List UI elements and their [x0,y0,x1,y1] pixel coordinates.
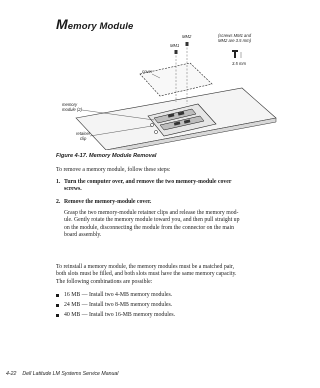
screw-detail-shaft [234,52,236,58]
list-item [56,312,252,322]
reinstall-paragraph [56,264,252,286]
combination-list [56,292,252,322]
step-body-line: Grasp the two memory-module retainer clips and release the memory mod- [64,210,239,216]
list-item [56,302,252,312]
label-retainer-1: retainer [76,131,91,136]
footer-title: Dell Latitude LM Systems Service Manual [22,371,119,377]
step-body-line: on the module, disconnecting the module from the connector on the main [64,224,234,231]
paragraph-line: To reinstall a memory module, the memory modules must be a matched pair, [56,264,235,270]
label-screw-note-1: (screws MM1 and [218,33,252,38]
step-body-line: ule. Gently rotate the memory module toward you, and then pull straight up [64,217,240,224]
page-footer [6,371,118,377]
title-initial: M [56,16,68,32]
title-rest: emory Module [67,21,134,32]
bullet-icon [56,304,59,307]
label-memory-1: memory [62,102,78,107]
step-heading-line: Turn the computer over, and remove the two memory-module cover [64,179,232,185]
step-heading-line: screws. [64,186,82,193]
paragraph-line: both slots must be filled, and both slots must have the same memory capacity. [56,271,237,278]
label-mm2: MM2 [182,34,192,39]
step-body-line: board assembly. [64,231,102,238]
retainer-clip [154,130,157,133]
list-item-text: 40 MB — Install two 16-MB memory modules. [64,312,176,318]
label-memory-2: module (2) [62,107,83,112]
label-mm1: MM1 [170,43,180,48]
step-body [64,210,252,239]
memory-removal-illustration [56,30,280,150]
screw-detail-head [232,50,238,52]
label-size: 3.5 mm [232,61,246,66]
step-heading [64,179,252,193]
bullet-icon [56,314,59,317]
list-item-text: 24 MB — Install two 8-MB memory modules. [64,302,173,308]
list-item [56,292,252,302]
page-number: 4-22 [6,371,17,377]
label-cover: cover [142,69,153,74]
memory-module-figure [56,30,280,150]
step-heading: Remove the memory-module cover. [64,199,152,205]
intro-text: To remove a memory module, follow these steps: [56,167,171,173]
label-screw-note-2: MM2 are 3.5 mm) [218,38,252,43]
figure-caption: Figure 4-17. Memory Module Removal [56,153,157,159]
screw-mm1 [175,50,178,54]
step-number: 2. [56,199,61,205]
label-retainer-2: clip [80,136,87,141]
bullet-icon [56,294,59,297]
paragraph-line: The following combinations are possible: [56,278,153,285]
step-number: 1. [56,179,61,185]
list-item-text: 16 MB — Install two 4-MB memory modules. [64,292,173,298]
screw-mm2 [186,42,189,46]
